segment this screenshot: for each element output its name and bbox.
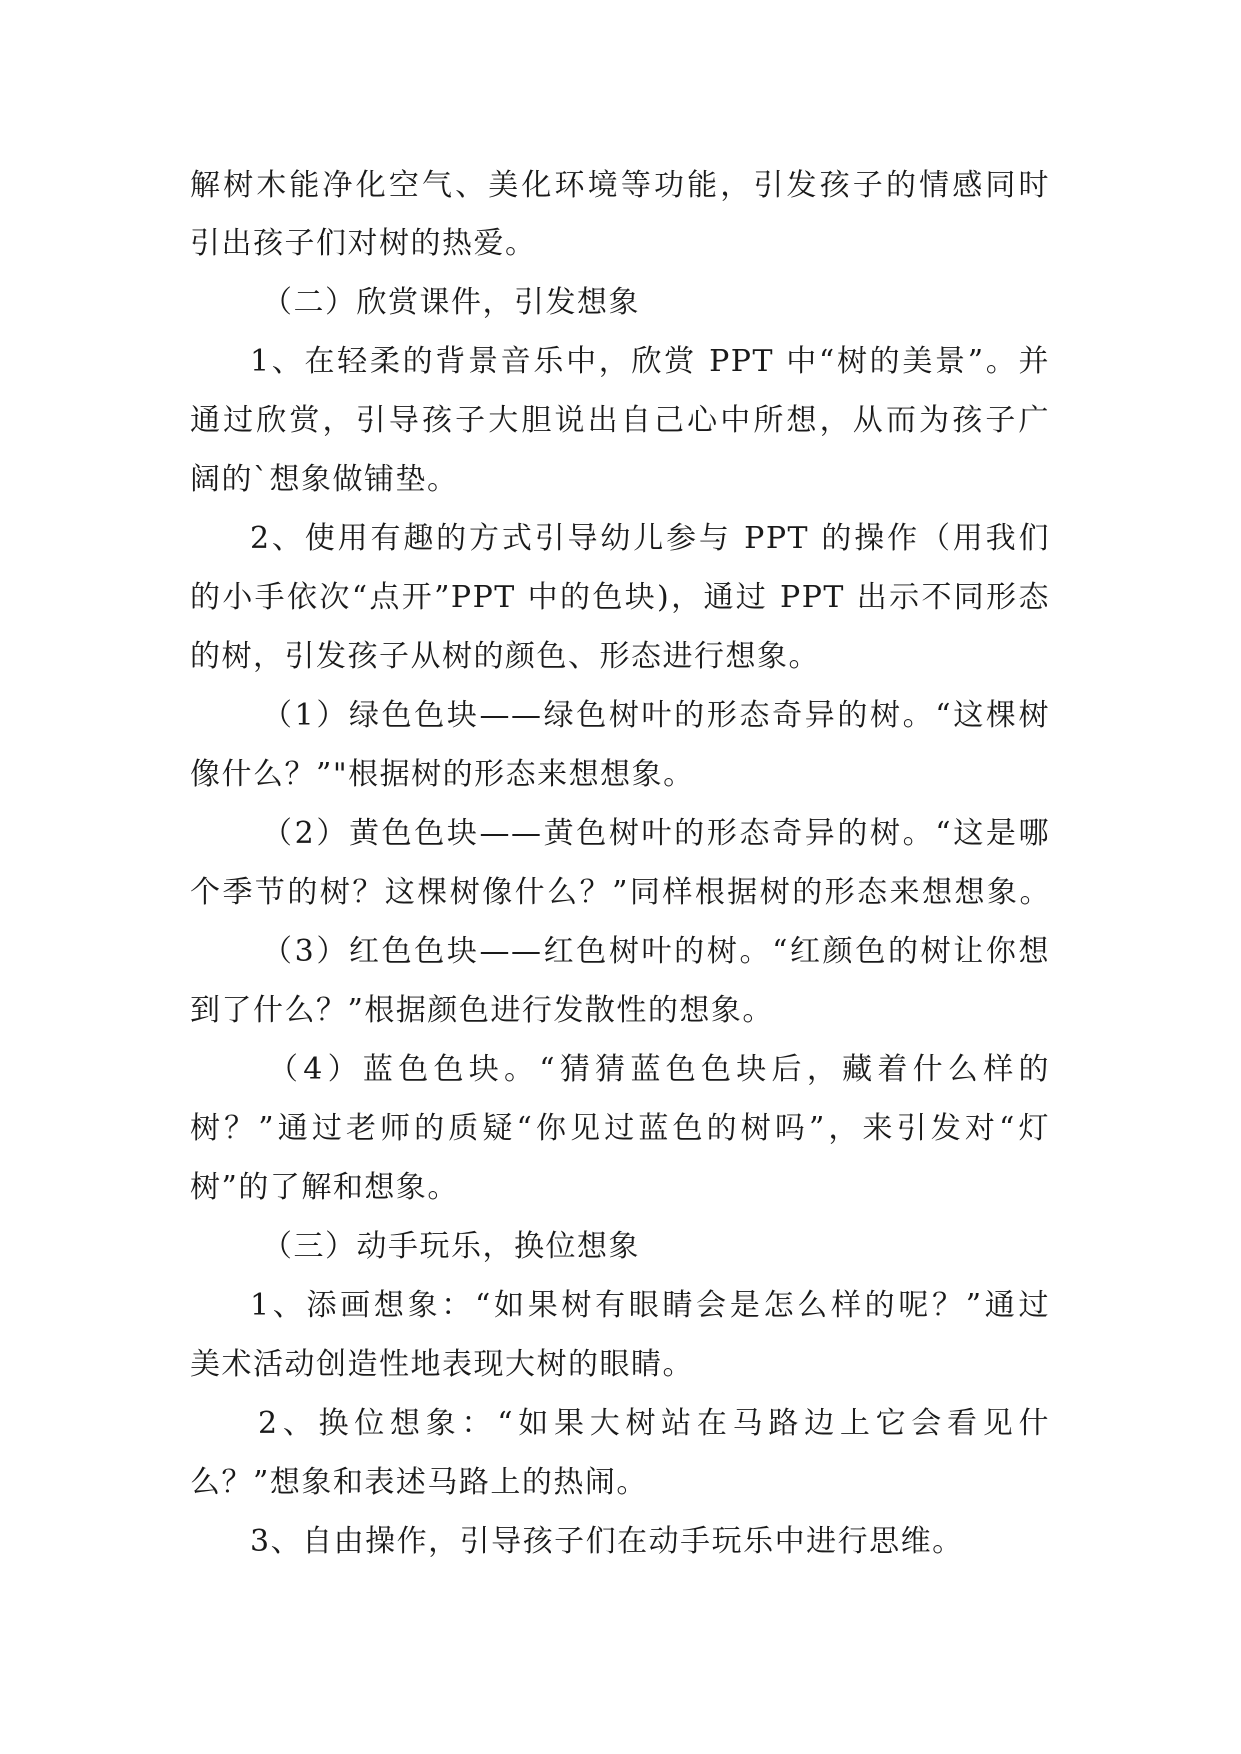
paragraph-line: 引出孩子们对树的热爱。 <box>190 226 537 261</box>
paragraph-line: （3）红色色块——红色树叶的树。“红颜色的树让你想 <box>262 934 1050 969</box>
paragraph-line: 到了什么？”根据颜色进行发散性的想象。 <box>190 993 774 1028</box>
paragraph-line: 通过欣赏，引导孩子大胆说出自己心中所想，从而为孩子广 <box>190 403 1050 438</box>
paragraph-line: 像什么？”"根据树的形态来想想象。 <box>190 757 695 792</box>
paragraph-line: 2、使用有趣的方式引导幼儿参与 PPT 的操作（用我们 <box>250 521 1050 556</box>
paragraph-line: 的树，引发孩子从树的颜色、形态进行想象。 <box>190 639 820 674</box>
section-heading: （二）欣赏课件，引发想象 <box>262 285 640 320</box>
paragraph-line: （2）黄色色块——黄色树叶的形态奇异的树。“这是哪 <box>262 816 1050 851</box>
paragraph-line: 解树木能净化空气、美化环境等功能，引发孩子的情感同时 <box>190 168 1050 203</box>
paragraph-line: 么？”想象和表述马路上的热闹。 <box>190 1465 648 1500</box>
paragraph-line: （1）绿色色块——绿色树叶的形态奇异的树。“这棵树 <box>262 698 1050 733</box>
paragraph-line: 个季节的树？这棵树像什么？”同样根据树的形态来想想象。 <box>190 875 1050 910</box>
paragraph-line: 1、添画想象：“如果树有眼睛会是怎么样的呢？”通过 <box>250 1288 1050 1323</box>
paragraph-line: 1、在轻柔的背景音乐中，欣赏 PPT 中“树的美景”。并 <box>250 344 1050 379</box>
paragraph-line: 3、自由操作，引导孩子们在动手玩乐中进行思维。 <box>250 1524 964 1559</box>
section-heading: （三）动手玩乐，换位想象 <box>262 1229 640 1264</box>
paragraph-line: （4）蓝色色块。“猜猜蓝色色块后，藏着什么样的 <box>268 1052 1050 1087</box>
paragraph-line: 树”的了解和想象。 <box>190 1170 459 1205</box>
paragraph-line: 2、换位想象：“如果大树站在马路边上它会看见什 <box>258 1406 1050 1441</box>
paragraph-line: 树？”通过老师的质疑“你见过蓝色的树吗”，来引发对“灯 <box>190 1111 1050 1146</box>
paragraph-line: 的小手依次“点开”PPT 中的色块)，通过 PPT 出示不同形态 <box>190 580 1050 615</box>
paragraph-line: 美术活动创造性地表现大树的眼睛。 <box>190 1347 694 1382</box>
paragraph-line: 阔的`想象做铺垫。 <box>190 462 459 497</box>
